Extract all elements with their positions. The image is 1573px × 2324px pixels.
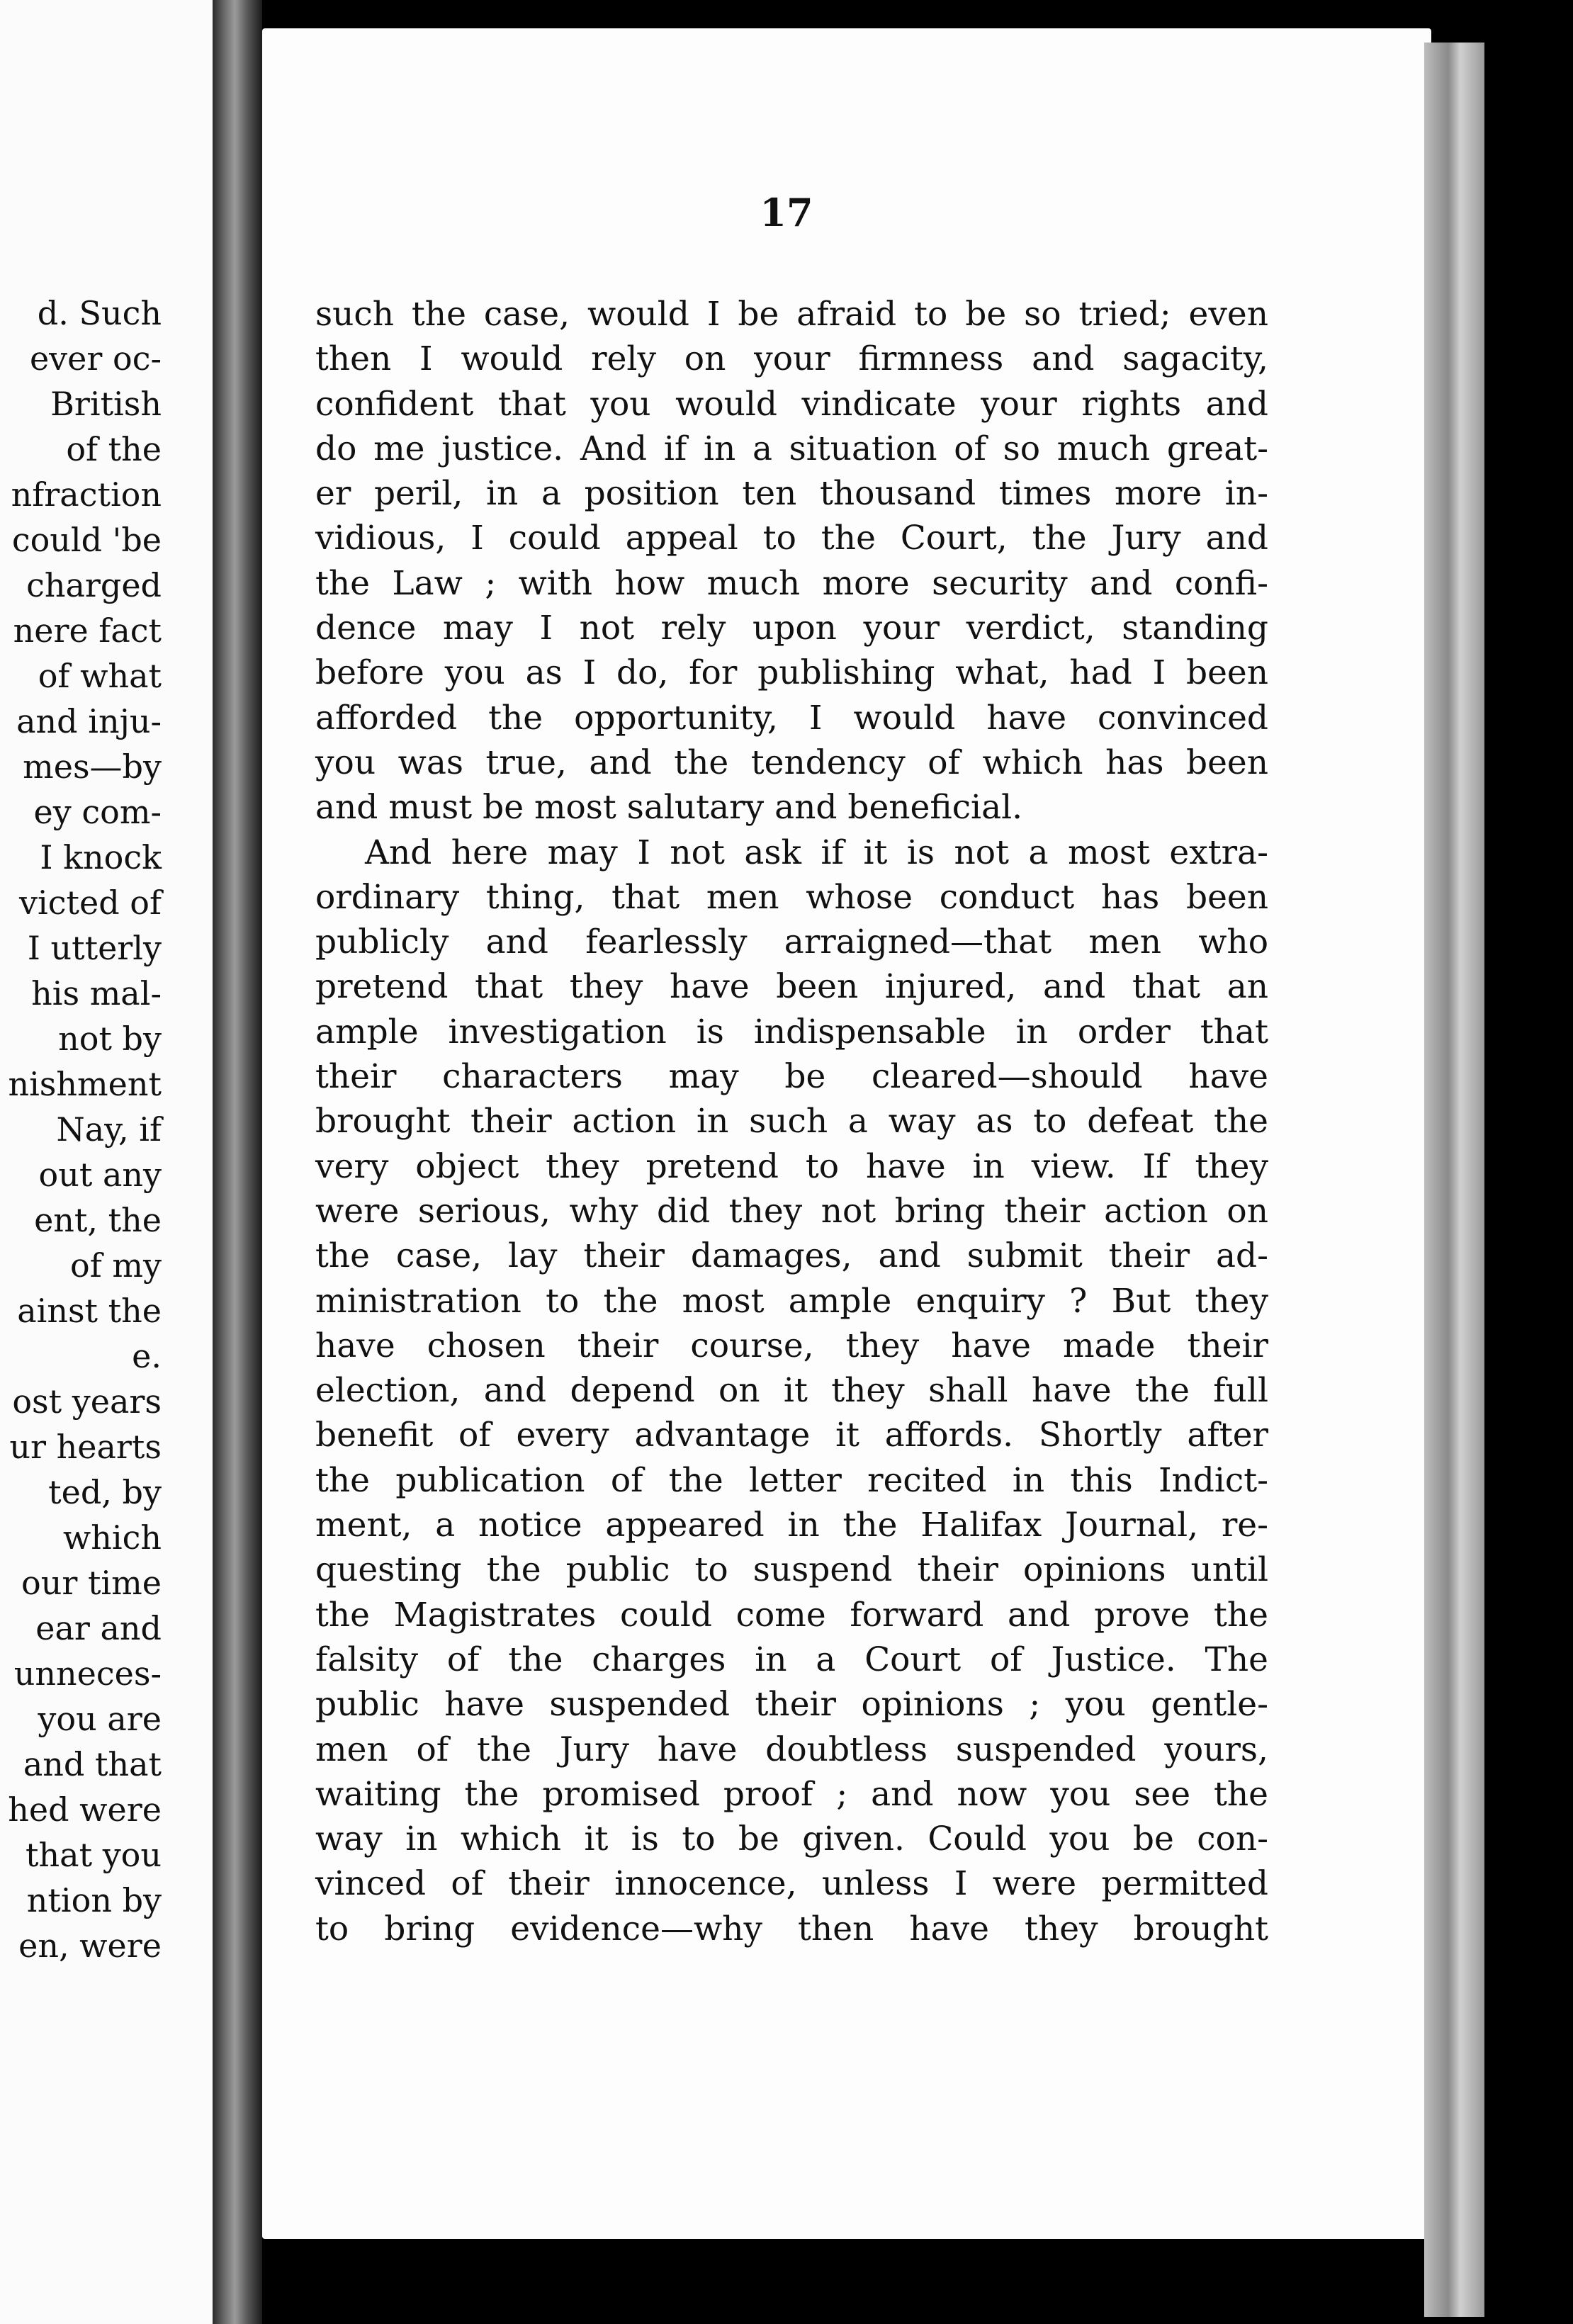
text-line: very object they pretend to have in view. If they — [315, 1146, 1268, 1186]
left-line: and that — [23, 1745, 162, 1783]
left-line: you are — [38, 1700, 162, 1738]
text-line: pretend that they have been injured, and that an — [315, 967, 1268, 1007]
left-line: which — [62, 1518, 162, 1557]
left-line: nere fact — [13, 611, 162, 650]
text-line: before you as I do, for publishing what, had I been — [315, 653, 1268, 693]
text-line: er peril, in a position ten thousand times more in- — [315, 474, 1268, 514]
left-line: Nay, if — [56, 1110, 162, 1149]
left-line: en, were — [18, 1927, 162, 1965]
left-line: our time — [21, 1564, 162, 1602]
left-line: I knock — [40, 838, 162, 876]
left-line: unneces- — [13, 1654, 162, 1693]
page-edges — [1424, 43, 1484, 2317]
left-line: not by — [58, 1020, 162, 1058]
left-line: e. — [132, 1337, 162, 1375]
left-line: nishment — [8, 1065, 162, 1103]
page-body-text — [315, 292, 1268, 1951]
text-line: waiting the promised proof ; and now you see the — [315, 1774, 1268, 1814]
text-line: brought their action in such a way as to defeat the — [315, 1102, 1268, 1141]
left-line: ntion by — [26, 1881, 162, 1919]
left-line: victed of — [19, 884, 162, 922]
text-line: election, and depend on it they shall have the full — [315, 1371, 1268, 1411]
left-line: that you — [26, 1836, 162, 1874]
text-line: to bring evidence—why then have they brought — [315, 1909, 1268, 1948]
text-line: the Magistrates could come forward and prove the — [315, 1595, 1268, 1635]
text-line: falsity of the charges in a Court of Justice. The — [315, 1640, 1268, 1679]
left-line: British — [50, 385, 162, 423]
left-line: out any — [38, 1156, 162, 1194]
left-line: ever oc- — [29, 339, 162, 378]
left-line: ost years — [12, 1382, 162, 1421]
left-line: charged — [26, 566, 162, 604]
text-line: ment, a notice appeared in the Halifax Journal, re- — [315, 1506, 1268, 1545]
page-number: 17 — [760, 190, 813, 235]
left-line: his mal- — [31, 974, 162, 1012]
text-line: vinced of their innocence, unless I were permitted — [315, 1864, 1268, 1904]
text-line: afforded the opportunity, I would have convinced — [315, 698, 1268, 738]
text-line: such the case, would I be afraid to be so tried; even — [315, 295, 1268, 334]
left-line: ted, by — [48, 1473, 162, 1511]
text-line: And here may I not ask if it is not a most extra- — [365, 833, 1268, 872]
text-line: the publication of the letter recited in this Indict- — [315, 1460, 1268, 1500]
text-line: the case, lay their damages, and submit their ad- — [315, 1236, 1268, 1276]
left-line: nfraction — [11, 475, 162, 514]
left-line: ent, the — [34, 1201, 162, 1239]
left-line: ur hearts — [9, 1428, 162, 1466]
text-line: then I would rely on your firmness and sagacity, — [315, 339, 1268, 379]
left-line: could 'be — [11, 521, 162, 559]
text-line: men of the Jury have doubtless suspended yours, — [315, 1730, 1268, 1769]
text-line: questing the public to suspend their opinions until — [315, 1550, 1268, 1590]
text-line: and must be most salutary and beneficial. — [315, 788, 1023, 828]
left-line: I utterly — [27, 929, 162, 967]
text-line: their characters may be cleared—should have — [315, 1057, 1268, 1097]
text-line: public have suspended their opinions ; you gentle- — [315, 1685, 1268, 1725]
left-facing-page — [0, 0, 213, 2324]
text-line: way in which it is to be given. Could you be con- — [315, 1820, 1268, 1859]
left-line: hed were — [8, 1790, 162, 1829]
text-line: ministration to the most ample enquiry ? But they — [315, 1281, 1268, 1321]
text-line: benefit of every advantage it affords. Shortly after — [315, 1416, 1268, 1455]
left-line: of my — [70, 1246, 162, 1285]
left-line: and inju- — [16, 702, 162, 740]
left-line: ey com- — [33, 793, 162, 831]
left-line: ainst the — [17, 1292, 162, 1330]
left-page-text — [0, 290, 162, 1968]
left-line: of what — [38, 657, 162, 695]
text-line: you was true, and the tendency of which has been — [315, 743, 1268, 782]
text-line: ample investigation is indispensable in order that — [315, 1012, 1268, 1051]
text-line: publicly and fearlessly arraigned—that men who — [315, 923, 1268, 962]
text-line: dence may I not rely upon your verdict, standing — [315, 609, 1268, 648]
left-line: ear and — [35, 1609, 162, 1647]
text-line: do me justice. And if in a situation of so much great- — [315, 429, 1268, 468]
text-line: confident that you would vindicate your rights and — [315, 384, 1268, 424]
text-line: vidious, I could appeal to the Court, the Jury and — [315, 519, 1268, 558]
left-line: of the — [66, 430, 162, 468]
text-line: were serious, why did they not bring their action on — [315, 1191, 1268, 1231]
text-line: the Law ; with how much more security and confi- — [315, 563, 1268, 603]
left-line: d. Such — [37, 294, 162, 332]
left-line: mes—by — [23, 748, 162, 786]
text-line: ordinary thing, that men whose conduct has been — [315, 877, 1268, 917]
text-line: have chosen their course, they have made their — [315, 1326, 1268, 1365]
book-gutter-shadow — [213, 0, 262, 2324]
